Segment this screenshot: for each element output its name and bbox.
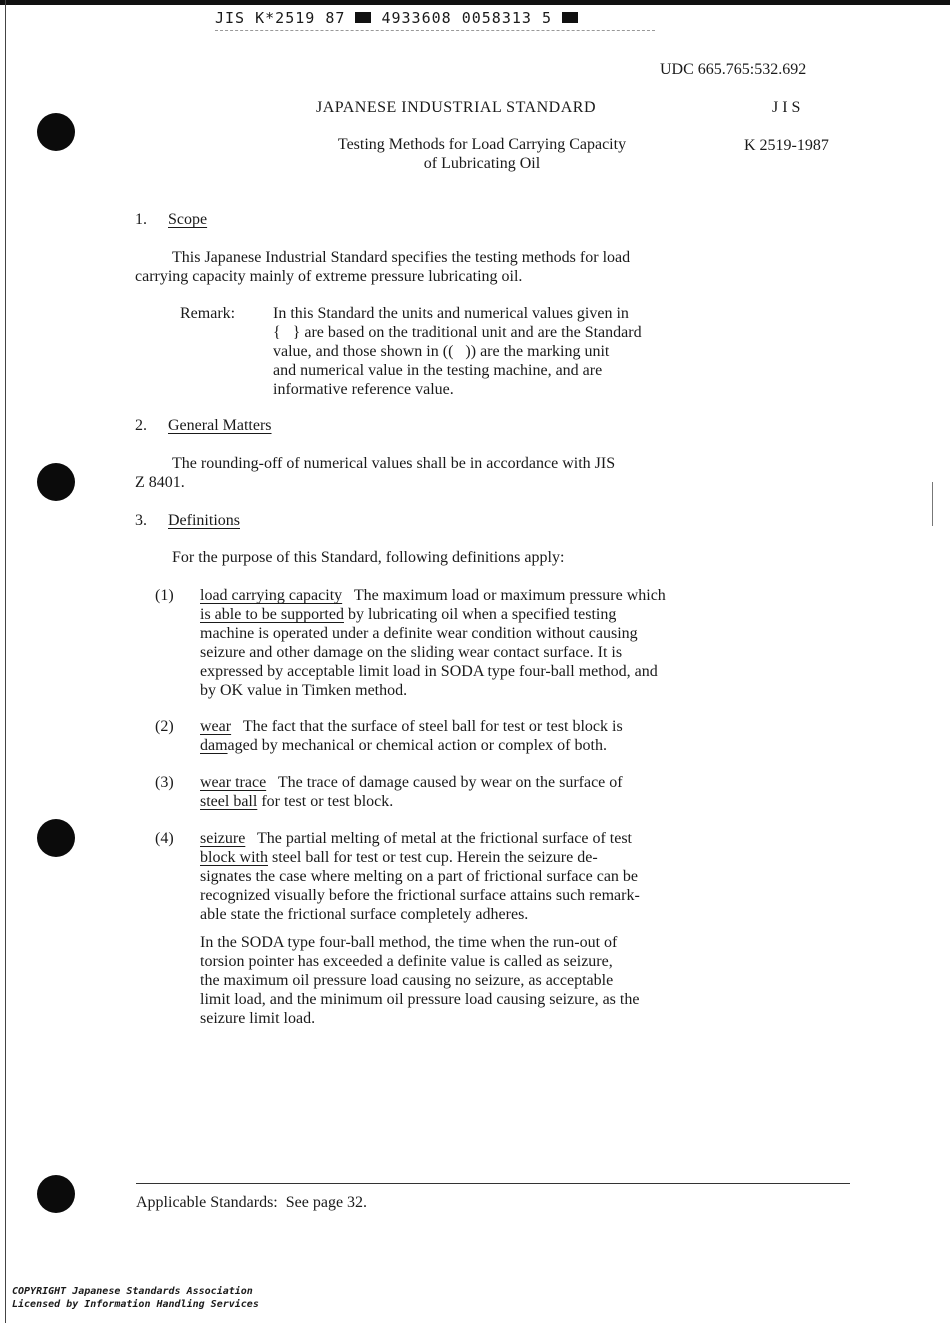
remark-line: { } are based on the traditional unit and are the Standard [273,324,642,341]
remark-line: value, and those shown in (( )) are the marking unit [273,343,610,360]
definition-item-1-line [200,586,666,605]
definitions-intro: For the purpose of this Standard, following definitions apply: [172,549,565,566]
black-block-mark [562,12,578,23]
definition-item-3-line [200,773,623,792]
scope-line: This Japanese Industrial Standard specifies the testing methods for load [172,249,631,266]
black-block-mark [355,12,371,23]
definition-item-2-line [200,736,607,755]
section-heading-definitions: Definitions [168,512,240,529]
item-number: (3) [155,774,174,791]
term-seizure: seizure [200,830,246,847]
applicable-standards-note: Applicable Standards: See page 32. [136,1194,368,1211]
term-continuation: is able to be supported [200,606,344,623]
standard-title: JAPANESE INDUSTRIAL STANDARD [316,99,596,116]
definition-paragraph-line: the maximum oil pressure load causing no seizure, as acceptable [200,972,614,989]
punch-hole [37,463,75,501]
left-scan-edge [5,0,6,1323]
header-code-part2: 4933608 0058313 5 [381,9,552,27]
document-number: K 2519-1987 [744,137,829,154]
header-rule [215,30,655,31]
document-title-line2: of Lubricating Oil [423,155,541,172]
term-load-carrying-capacity: load carrying capacity [200,587,343,604]
udc-code: UDC 665.765:532.692 [660,61,807,78]
definition-line: expressed by acceptable limit load in SODA type four-ball method, and [200,663,658,680]
definition-item-3-line [200,792,393,811]
definition-text: aged by mechanical or chemical action or complex of both. [227,737,607,754]
copyright-notice [12,1285,259,1311]
definition-item-2-line [200,717,623,736]
definition-paragraph-line: limit load, and the minimum oil pressure load causing seizure, as the [200,991,640,1008]
copyright-line: COPYRIGHT Japanese Standards Association [12,1286,253,1297]
term-continuation: dam [200,737,228,754]
definition-paragraph-line: torsion pointer has exceeded a definite value is called as seizure, [200,953,613,970]
punch-hole [37,1175,75,1213]
remark-line: and numerical value in the testing machine, and are [273,362,603,379]
definition-text: by lubricating oil when a specified testing [347,606,617,623]
definition-text: The fact that the surface of steel ball for test or test block is [242,718,623,735]
definition-text: steel ball for test or test cup. Herein the seizure de- [272,849,598,866]
section-number: 1. [135,211,147,228]
definition-line: able state the frictional surface completely adheres. [200,906,529,923]
right-scan-mark [932,482,933,526]
punch-hole [37,113,75,151]
term-wear: wear [200,718,232,735]
section-heading-scope: Scope [168,211,208,228]
general-line: The rounding-off of numerical values shall be in accordance with JIS [172,455,616,472]
section-heading-general: General Matters [168,417,272,434]
definition-item-4-line [200,829,632,848]
general-line: Z 8401. [135,474,185,491]
license-line: Licensed by Information Handling Services [12,1299,259,1310]
definition-text: The trace of damage caused by wear on the surface of [277,774,623,791]
definition-item-4-line [200,848,598,867]
punch-hole [37,819,75,857]
item-number: (1) [155,587,174,604]
top-border [0,0,950,5]
term-continuation: steel ball [200,793,258,810]
scope-line: carrying capacity mainly of extreme pressure lubricating oil. [135,268,523,285]
definition-text: for test or test block. [261,793,394,810]
definition-paragraph-line: seizure limit load. [200,1010,316,1027]
remark-label: Remark: [180,305,236,322]
definition-line: signates the case where melting on a part of frictional surface can be [200,868,639,885]
definition-paragraph-line: In the SODA type four-ball method, the time when the run-out of [200,934,618,951]
definition-text: The maximum load or maximum pressure which [353,587,666,604]
definition-line: machine is operated under a definite wear condition without causing [200,625,638,642]
jis-mark: J I S [772,99,801,116]
section-number: 3. [135,512,147,529]
term-continuation: block with [200,849,268,866]
header-code-part1: JIS K*2519 87 [215,9,346,27]
section-number: 2. [135,417,147,434]
document-header-code [215,9,578,27]
definition-line: recognized visually before the frictional surface attains such remark- [200,887,640,904]
footer-rule [136,1183,850,1184]
document-title-line1: Testing Methods for Load Carrying Capacity [337,136,627,153]
item-number: (4) [155,830,174,847]
definition-item-1-line [200,605,616,624]
definition-line: seizure and other damage on the sliding wear contact surface. It is [200,644,623,661]
remark-line: informative reference value. [273,381,454,398]
item-number: (2) [155,718,174,735]
definition-text: The partial melting of metal at the frictional surface of test [257,830,632,847]
remark-line: In this Standard the units and numerical values given in [273,305,629,322]
term-wear-trace: wear trace [200,774,267,791]
definition-line: by OK value in Timken method. [200,682,408,699]
